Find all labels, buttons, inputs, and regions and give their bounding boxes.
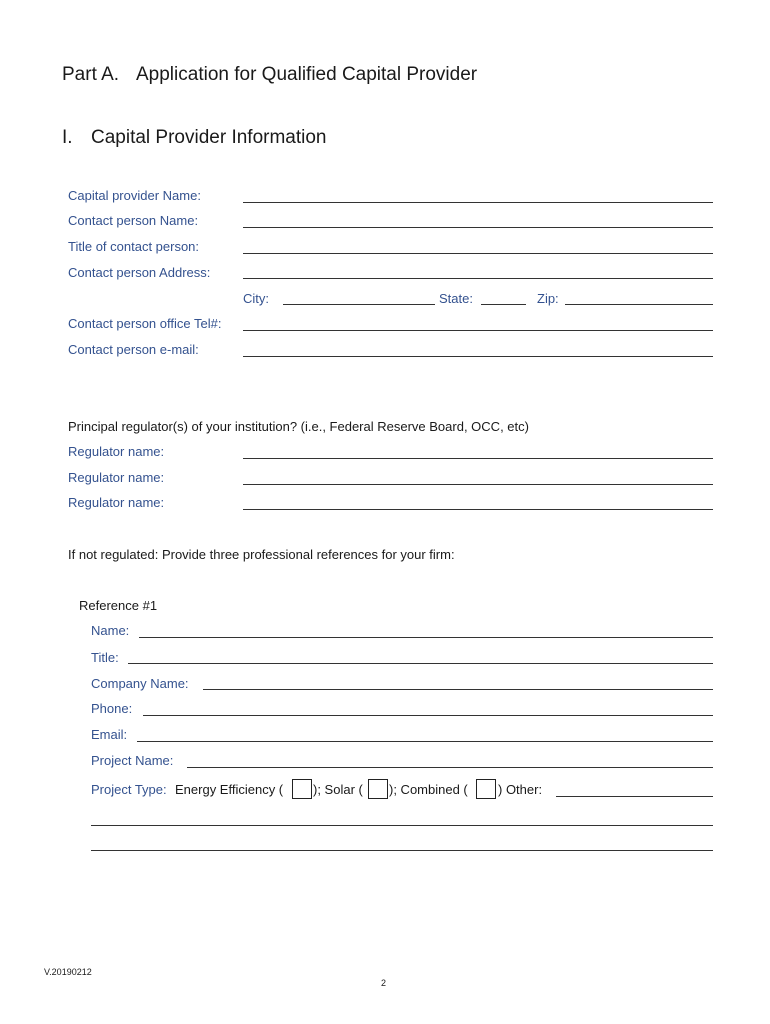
contact-email-label: Contact person e-mail:: [68, 342, 199, 357]
ref-name-field[interactable]: [139, 637, 713, 638]
section-number: I.: [62, 127, 73, 148]
contact-address-label: Contact person Address:: [68, 265, 211, 280]
solar-checkbox[interactable]: [368, 779, 388, 799]
ref-title-label: Title:: [91, 650, 119, 665]
combined-checkbox[interactable]: [476, 779, 496, 799]
state-field[interactable]: [481, 304, 526, 305]
regulator-field-3[interactable]: [243, 509, 713, 510]
regulator-field-1[interactable]: [243, 458, 713, 459]
contact-name-label: Contact person Name:: [68, 213, 199, 228]
contact-title-label: Title of contact person:: [68, 239, 200, 254]
city-field[interactable]: [283, 304, 435, 305]
regulator-label-3: Regulator name:: [68, 495, 165, 510]
regulator-label-1: Regulator name:: [68, 444, 165, 459]
regulator-field-2[interactable]: [243, 484, 713, 485]
extra-line-1[interactable]: [91, 825, 713, 826]
contact-address-field[interactable]: [243, 278, 713, 279]
other-label: ) Other:: [498, 782, 543, 797]
city-label: City:: [243, 291, 269, 306]
ref-name-label: Name:: [91, 623, 130, 638]
other-field[interactable]: [556, 796, 713, 797]
ref-phone-field[interactable]: [143, 715, 713, 716]
contact-name-field[interactable]: [243, 227, 713, 228]
regulator-question: Principal regulator(s) of your institution? (i.e., Federal Reserve Board, OCC, etc): [68, 419, 529, 434]
ref-phone-label: Phone:: [91, 701, 133, 716]
extra-line-2[interactable]: [91, 850, 713, 851]
page-number: 2: [381, 978, 387, 988]
references-intro: If not regulated: Provide three professional references for your firm:: [68, 547, 455, 562]
contact-email-field[interactable]: [243, 356, 713, 357]
state-label: State:: [439, 291, 473, 306]
zip-label: Zip:: [537, 291, 559, 306]
provider-name-label: Capital provider Name:: [68, 188, 201, 203]
reference-heading: Reference #1: [79, 598, 158, 613]
ref-company-field[interactable]: [203, 689, 713, 690]
version-label: V.20190212: [44, 967, 92, 977]
ref-company-label: Company Name:: [91, 676, 189, 691]
provider-name-field[interactable]: [243, 202, 713, 203]
ref-email-field[interactable]: [137, 741, 713, 742]
regulator-label-2: Regulator name:: [68, 470, 165, 485]
zip-field[interactable]: [565, 304, 713, 305]
ref-email-label: Email:: [91, 727, 128, 742]
solar-label: ); Solar (: [313, 782, 363, 797]
section-title: Capital Provider Information: [91, 127, 327, 148]
office-tel-label: Contact person office Tel#:: [68, 316, 222, 331]
project-type-label: Project Type:: [91, 782, 167, 797]
office-tel-field[interactable]: [243, 330, 713, 331]
combined-label: ); Combined (: [389, 782, 468, 797]
ref-project-name-field[interactable]: [187, 767, 713, 768]
ref-project-name-label: Project Name:: [91, 753, 174, 768]
contact-title-field[interactable]: [243, 253, 713, 254]
energy-efficiency-checkbox[interactable]: [292, 779, 312, 799]
part-label: Part A.: [62, 64, 120, 85]
ref-title-field[interactable]: [128, 663, 713, 664]
energy-efficiency-label: Energy Efficiency (: [175, 782, 284, 797]
page-title: Application for Qualified Capital Provider: [136, 64, 478, 85]
